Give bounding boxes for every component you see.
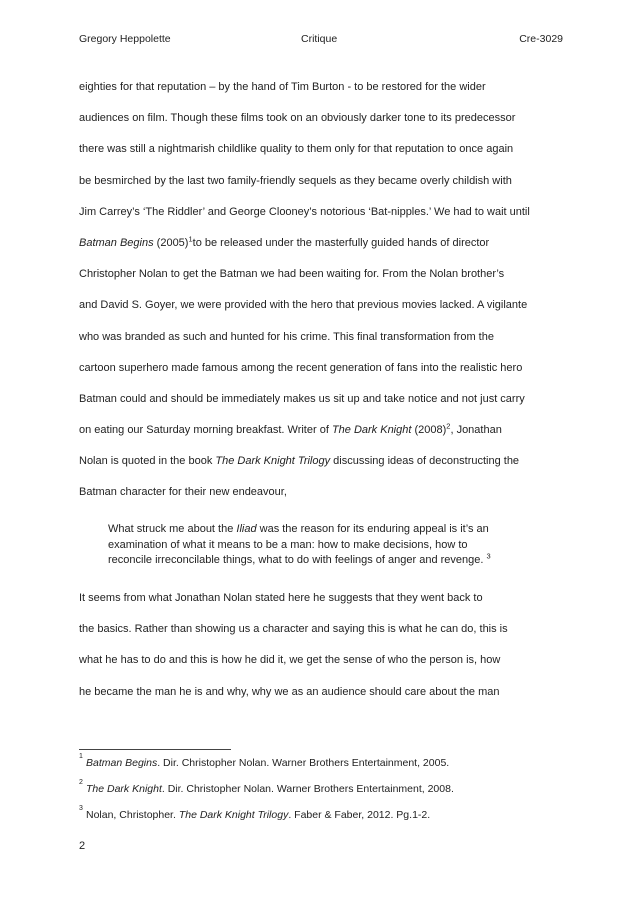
body-line: Nolan is quoted in the book The Dark Knight Trilogy discussing ideas of deconstructing the [79, 455, 520, 468]
body-line: who was branded as such and hunted for his crime. This final transformation from the [79, 330, 494, 343]
body-line: Batman Begins $(2005)^1to$ be released under the masterfully guided hands of director [79, 234, 490, 249]
body-line: he became the man he is and why, why we as an audience should care about the man [79, 685, 500, 698]
body-line: the basics. Rather than showing us a character and saying this is what he can do, this is [79, 623, 508, 636]
footnote-ref: 1 [188, 234, 193, 244]
header-title: Critique [301, 33, 338, 45]
body-line: It seems from what Jonathan Nolan stated here he suggests that they went back to [79, 592, 483, 604]
header-author: Gregory Heppolette [79, 33, 171, 45]
page-number: 2 [79, 840, 86, 852]
body-paragraph-1 [79, 72, 569, 509]
body-line: there was still a nightmarish childlike quality to them only for that reputation to once again [79, 143, 514, 156]
header-course-code: Cre-3029 [519, 33, 563, 45]
footnote-ref: 3 [486, 551, 491, 561]
body-line: what he has to do and this is how he did it, we get the sense of who the person is, how [79, 654, 501, 667]
film-title: Batman Begins [79, 236, 154, 249]
footnote: 2 The Dark Knight. Dir. Christopher Nolan. Warner Brothers Entertainment, 2008. [79, 779, 454, 795]
footnote-separator [79, 749, 231, 750]
body-line: Batman could and should be immediately makes us sit up and take notice and not just carry [79, 392, 525, 405]
body-line: eighties for that reputation – by the hand of Tim Burton - to be restored for the wider [79, 81, 486, 93]
footnote-ref: 2 [446, 421, 451, 431]
quote-line: examination of what it means to be a man: how to make decisions, how to [108, 538, 468, 551]
footnote: 1 Batman Begins. Dir. Christopher Nolan. Warner Brothers Entertainment, 2005. [79, 753, 450, 769]
body-line: be besmirched by the last two family-friendly sequels as they became overly childish with [79, 174, 512, 187]
work-title: Iliad [236, 523, 257, 535]
body-line: cartoon superhero made famous among the recent generation of fans into the realistic hero [79, 361, 523, 374]
body-line: and David S. Goyer, we were provided with the hero that previous movies lacked. A vigilante [79, 299, 528, 312]
footnotes [79, 753, 559, 835]
film-title: The Dark Knight [86, 783, 162, 795]
footnote: 3 Nolan, Christopher. The Dark Knight Trilogy. Faber & Faber, 2012. Pg.1-2. [79, 805, 431, 821]
body-line: Jim Carrey’s ‘The Riddler’ and George Clooney’s notorious ‘Bat-nipples.’ We had to wait until [79, 205, 530, 218]
block-quote [108, 522, 538, 569]
body-line: Batman character for their new endeavour, [79, 486, 287, 499]
quote-line: What struck me about the Iliad was the reason for its enduring appeal is it’s an [108, 523, 489, 535]
quote-line: reconcile irreconcilable things, what to do with feelings of anger and revenge. $^3$ [108, 551, 491, 567]
film-title: Batman Begins [86, 757, 158, 769]
book-title: The Dark Knight Trilogy [178, 809, 289, 821]
body-line: on eating our Saturday morning breakfast. Writer of The Dark Knight $(2008)^2$, Jonathan [79, 421, 502, 437]
film-title: The Dark Knight [331, 424, 412, 437]
body-line: audiences on film. Though these films took on an obviously darker tone to its predecessor [79, 112, 516, 125]
body-line: Christopher Nolan to get the Batman we had been waiting for. From the Nolan brother’s [79, 268, 505, 281]
page-header [79, 33, 563, 49]
body-paragraph-2 [79, 583, 569, 708]
book-title: The Dark Knight Trilogy [215, 455, 331, 468]
